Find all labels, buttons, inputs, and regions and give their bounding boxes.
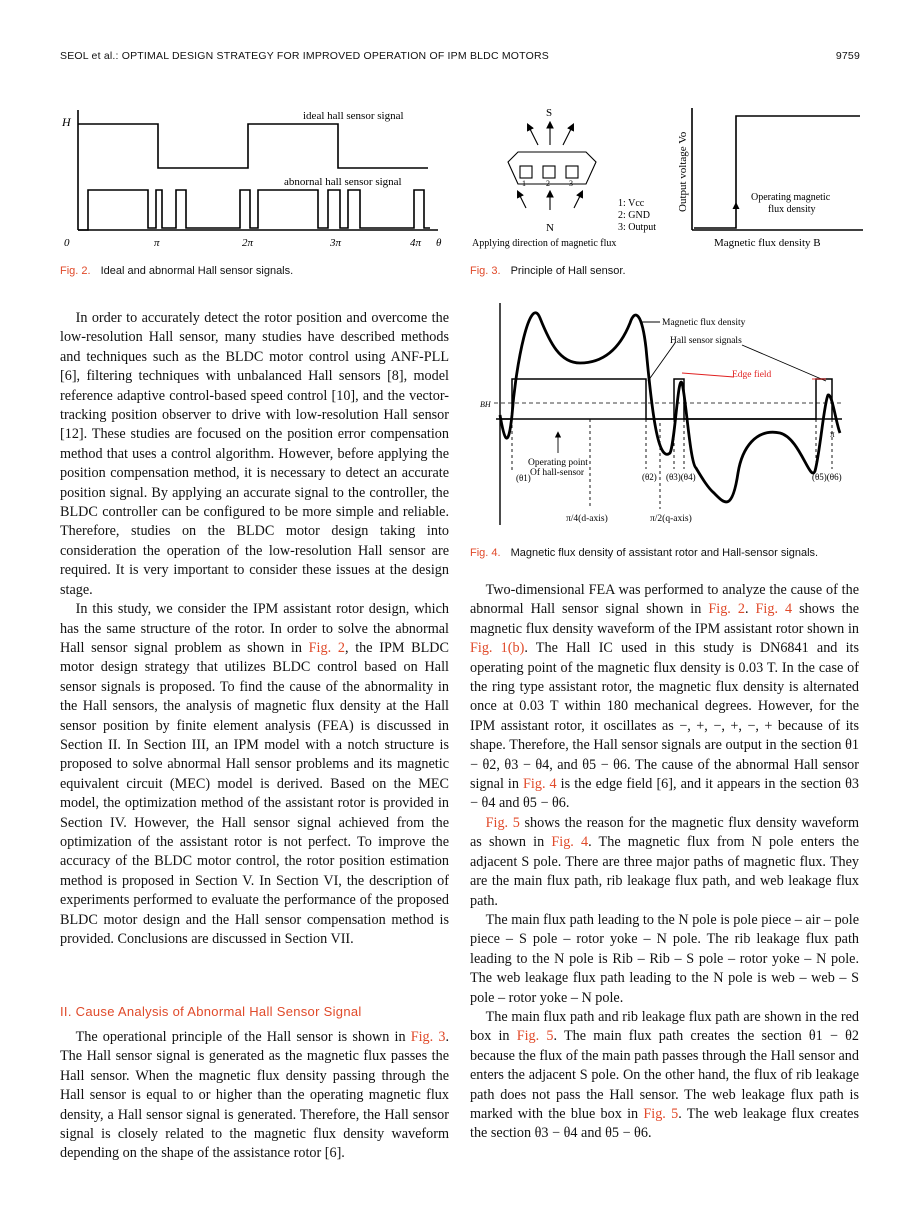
fig3-s-label: S xyxy=(546,107,553,119)
fig4-caption xyxy=(470,547,818,559)
right-paragraph-2: Fig. 5 shows the reason for the magnetic flux density waveform as shown in Fig. 4. The magnetic flux from N pole enters the adjacent S pole. There are three major paths of magnetic flux. They are the main flux path, rib leakage flux path, and web leakage flux path. xyxy=(470,814,859,909)
fig4-pi-label: π xyxy=(830,429,835,439)
fig3-caption xyxy=(470,265,626,277)
fig4-hall-label: Hall sensor signals xyxy=(670,336,742,346)
fig3-x-label: Magnetic flux density B xyxy=(714,237,821,249)
fig2-tick-pi: π xyxy=(154,237,160,249)
fig2-tick-4pi: 4π xyxy=(410,237,422,249)
link-fig5-b[interactable]: Fig. 5 xyxy=(516,1028,554,1045)
fig4-caption-number: Fig. 4. xyxy=(470,547,501,559)
right-paragraph-4: The main flux path and rib leakage flux path are shown in the red box in Fig. 5. The main flux path creates the section θ1 − θ2 because the flux of the main path passes through the Hall sensor and enters the adjacent S pole. On the other hand, the flux of rib leakage path does not pass the Hall sensor. The web leakage flux path is marked with the blue box in Fig. 5. The web leakage flux creates the section θ3 − θ4 and θ5 − θ6. xyxy=(470,1008,860,1142)
fig3-y-label: Output voltage Vo xyxy=(677,131,689,212)
hall-signal-trace xyxy=(500,379,832,419)
fig2-caption xyxy=(60,265,293,277)
fig2-tick-2pi: 2π xyxy=(242,237,254,249)
abnormal-signal-trace xyxy=(78,190,430,230)
fig3-op-label-1: Operating magnetic xyxy=(751,192,831,203)
fig2-caption-number: Fig. 2. xyxy=(60,265,91,277)
fig4-theta56: (θ5)(θ6) xyxy=(812,472,842,482)
fig2-tick-theta: θ xyxy=(436,237,442,249)
left-paragraph-3: The operational principle of the Hall sensor is shown in Fig. 3. The Hall sensor signal is generated as the magnetic flux passes the Hall sensor. When the magnetic flux density passing through the Hall sensor is equal to or higher than the operating magnetic flux density, a Hall sensor signal is generated. Therefore, the Hall sensor signal is closely related to the magnetic flux density waveform depending on the shape of the assistance rotor [6]. xyxy=(60,1029,449,1162)
fig2-abnormal-label: abnornal hall sensor signal xyxy=(284,176,402,188)
fig3-caption-number: Fig. 3. xyxy=(470,265,501,277)
link-fig4-a[interactable]: Fig. 4 xyxy=(755,601,793,618)
fig2-h-label: H xyxy=(62,115,71,129)
left-paragraph-2: In this study, we consider the IPM assistant rotor design, which has the same structure of the rotor. In order to solve the abnormal Hall sensor signal problem as shown in Fig. 2, the IPM BLDC motor design strategy that utilizes BLDC control based on Hall sensor signals is proposed. To find the cause of the abnormality in the Hall sensors, the analysis of magnetic flux density at the Hall sensor position by finite element analysis (FEA) is discussed in Section II. In Section III, an IPM model with a notch structure is proposed to solve abnormal Hall sensor problems and its magnetic equivalent circuit (MEC) model is derived. Based on the MEC model, the optimization method of the assistant rotor is provided in Section IV. However, the Hall sensor signal achieved from the optimization of the assistant rotor is not perfect. To improve the accuracy of the BLDC motor control, the rotor position estimation method is proposed in Section V. In Section VI, the description of experiments performed to evaluate the performance of the proposed BLDC motor design and the Hall sensor compensation method is provided. Conclusions are discussed in Section VII. xyxy=(60,601,450,947)
left-column-section xyxy=(60,1028,449,1164)
right-column xyxy=(470,581,859,1144)
fig4-theta1: (θ1) xyxy=(516,473,531,483)
fig4-caption-text: Magnetic flux density of assistant rotor and Hall-sensor signals. xyxy=(510,547,819,559)
fig2-tick-0: 0 xyxy=(64,237,70,249)
fig2-tick-3pi: 3π xyxy=(330,237,342,249)
fig4-d-axis: π/4(d-axis) xyxy=(566,514,608,524)
fig2-caption-text: Ideal and abnormal Hall sensor signals. xyxy=(100,265,294,277)
link-fig5-c[interactable]: Fig. 5 xyxy=(643,1105,679,1122)
link-fig2-right[interactable]: Fig. 2 xyxy=(708,601,745,618)
right-paragraph-1: Two-dimensional FEA was performed to analyze the cause of the abnormal Hall sensor signal shown in Fig. 2. Fig. 4 shows the magnetic flux density waveform of the IPM assistant rotor shown in Fig. 1(b). The Hall IC used in this study is DN6841 and its operating point of the magnetic flux density is 0.03 T. In the case of the ring type assistant rotor, the magnetic flux density is alternated once at 0.03 T within 180 mechanical degrees. However, for the IPM assistant rotor, it oscillates as −, +, −, +, −, + because of its shape. Therefore, the Hall sensor signals are output in the section θ1 − θ2, θ3 − θ4, and θ5 − θ6. The cause of the abnormal Hall sensor signal in Fig. 4 is the edge field [6], and it appears in the section θ3 − θ4 and θ5 − θ6. xyxy=(470,582,859,812)
fig3-pin-1: 1 xyxy=(522,179,526,188)
fig3-pin-2: 2 xyxy=(546,179,550,188)
fig3-n-label: N xyxy=(546,222,554,234)
fig4-theta2: (θ2) xyxy=(642,472,657,482)
left-column xyxy=(60,309,449,949)
link-fig1b[interactable]: Fig. 1(b) xyxy=(470,640,525,657)
fig3-legend-vcc: 1: Vcc xyxy=(618,198,645,209)
fig2-ideal-label: ideal hall sensor signal xyxy=(303,110,404,122)
fig4-theta34: (θ3)(θ4) xyxy=(666,472,696,482)
link-fig3[interactable]: Fig. 3 xyxy=(410,1029,446,1045)
fig4-flux-label: Magnetic flux density xyxy=(662,318,746,328)
left-paragraph-1: In order to accurately detect the rotor position and overcome the low-resolution Hall sensor, many studies have described methods and techniques such as the BLDC motor control using ANF-PLL [6], filtering techniques with unbalanced Hall sensors [8], model reference adaptive control-based speed control [10], and the vector-tracking position observer to drive with low-resolution Hall sensor [12]. These studies are focused on the position error compensation method that uses a control algorithm. However, before applying the position compensation method, it is necessary to detect an accurate position signal. By applying an accurate signal to the controller, the BLDC controller can be configured to be more simple and reliable. Therefore, studies on the BLDC motor design taking into consideration the operation of the low-resolution Hall sensor are required. It is very important to consider these issues at the design stage. xyxy=(60,310,449,598)
ideal-signal-trace xyxy=(78,124,428,168)
running-title: SEOL et al.: OPTIMAL DESIGN STRATEGY FOR IMPROVED OPERATION OF IPM BLDC MOTORS xyxy=(60,50,549,62)
fig4-bh-label: BH xyxy=(480,400,491,409)
page-number: 9759 xyxy=(835,50,860,62)
fig3-legend-output: 3: Output xyxy=(618,222,657,233)
fig3-hall-principle xyxy=(468,100,868,255)
fig3-legend-gnd: 2: GND xyxy=(618,210,650,221)
link-fig2[interactable]: Fig. 2 xyxy=(308,639,345,656)
fig4-op-point-1: Operating point xyxy=(528,458,588,468)
link-fig5-a[interactable]: Fig. 5 xyxy=(485,814,520,831)
fig4-op-point-2: Of hall-sensor xyxy=(530,468,585,478)
right-paragraph-3: The main flux path leading to the N pole is pole piece – air – pole piece – S pole – rotor yoke – N pole. The rib leakage flux path leading to the N pole is Rib – Rib – S pole – rotor yoke – N pole. The web leakage flux path leading to the N pole is web – web – S pole – rotor yoke – N pole. xyxy=(470,911,859,1006)
fig3-apply-label: Applying direction of magnetic flux xyxy=(472,238,617,249)
section-title: II. Cause Analysis of Abnormal Hall Sensor Signal xyxy=(60,1004,362,1019)
fig3-pin-3: 3 xyxy=(569,179,573,188)
link-fig4-b[interactable]: Fig. 4 xyxy=(523,776,557,793)
link-fig4-c[interactable]: Fig. 4 xyxy=(551,834,589,851)
fig3-caption-text: Principle of Hall sensor. xyxy=(510,265,626,277)
fig3-op-label-2: flux density xyxy=(768,204,816,215)
fig4-q-axis: π/2(q-axis) xyxy=(650,514,692,524)
fig2-hall-signals xyxy=(58,100,453,255)
fig4-flux-waveform xyxy=(470,303,860,533)
fig4-edge-label: Edge field xyxy=(732,370,772,380)
